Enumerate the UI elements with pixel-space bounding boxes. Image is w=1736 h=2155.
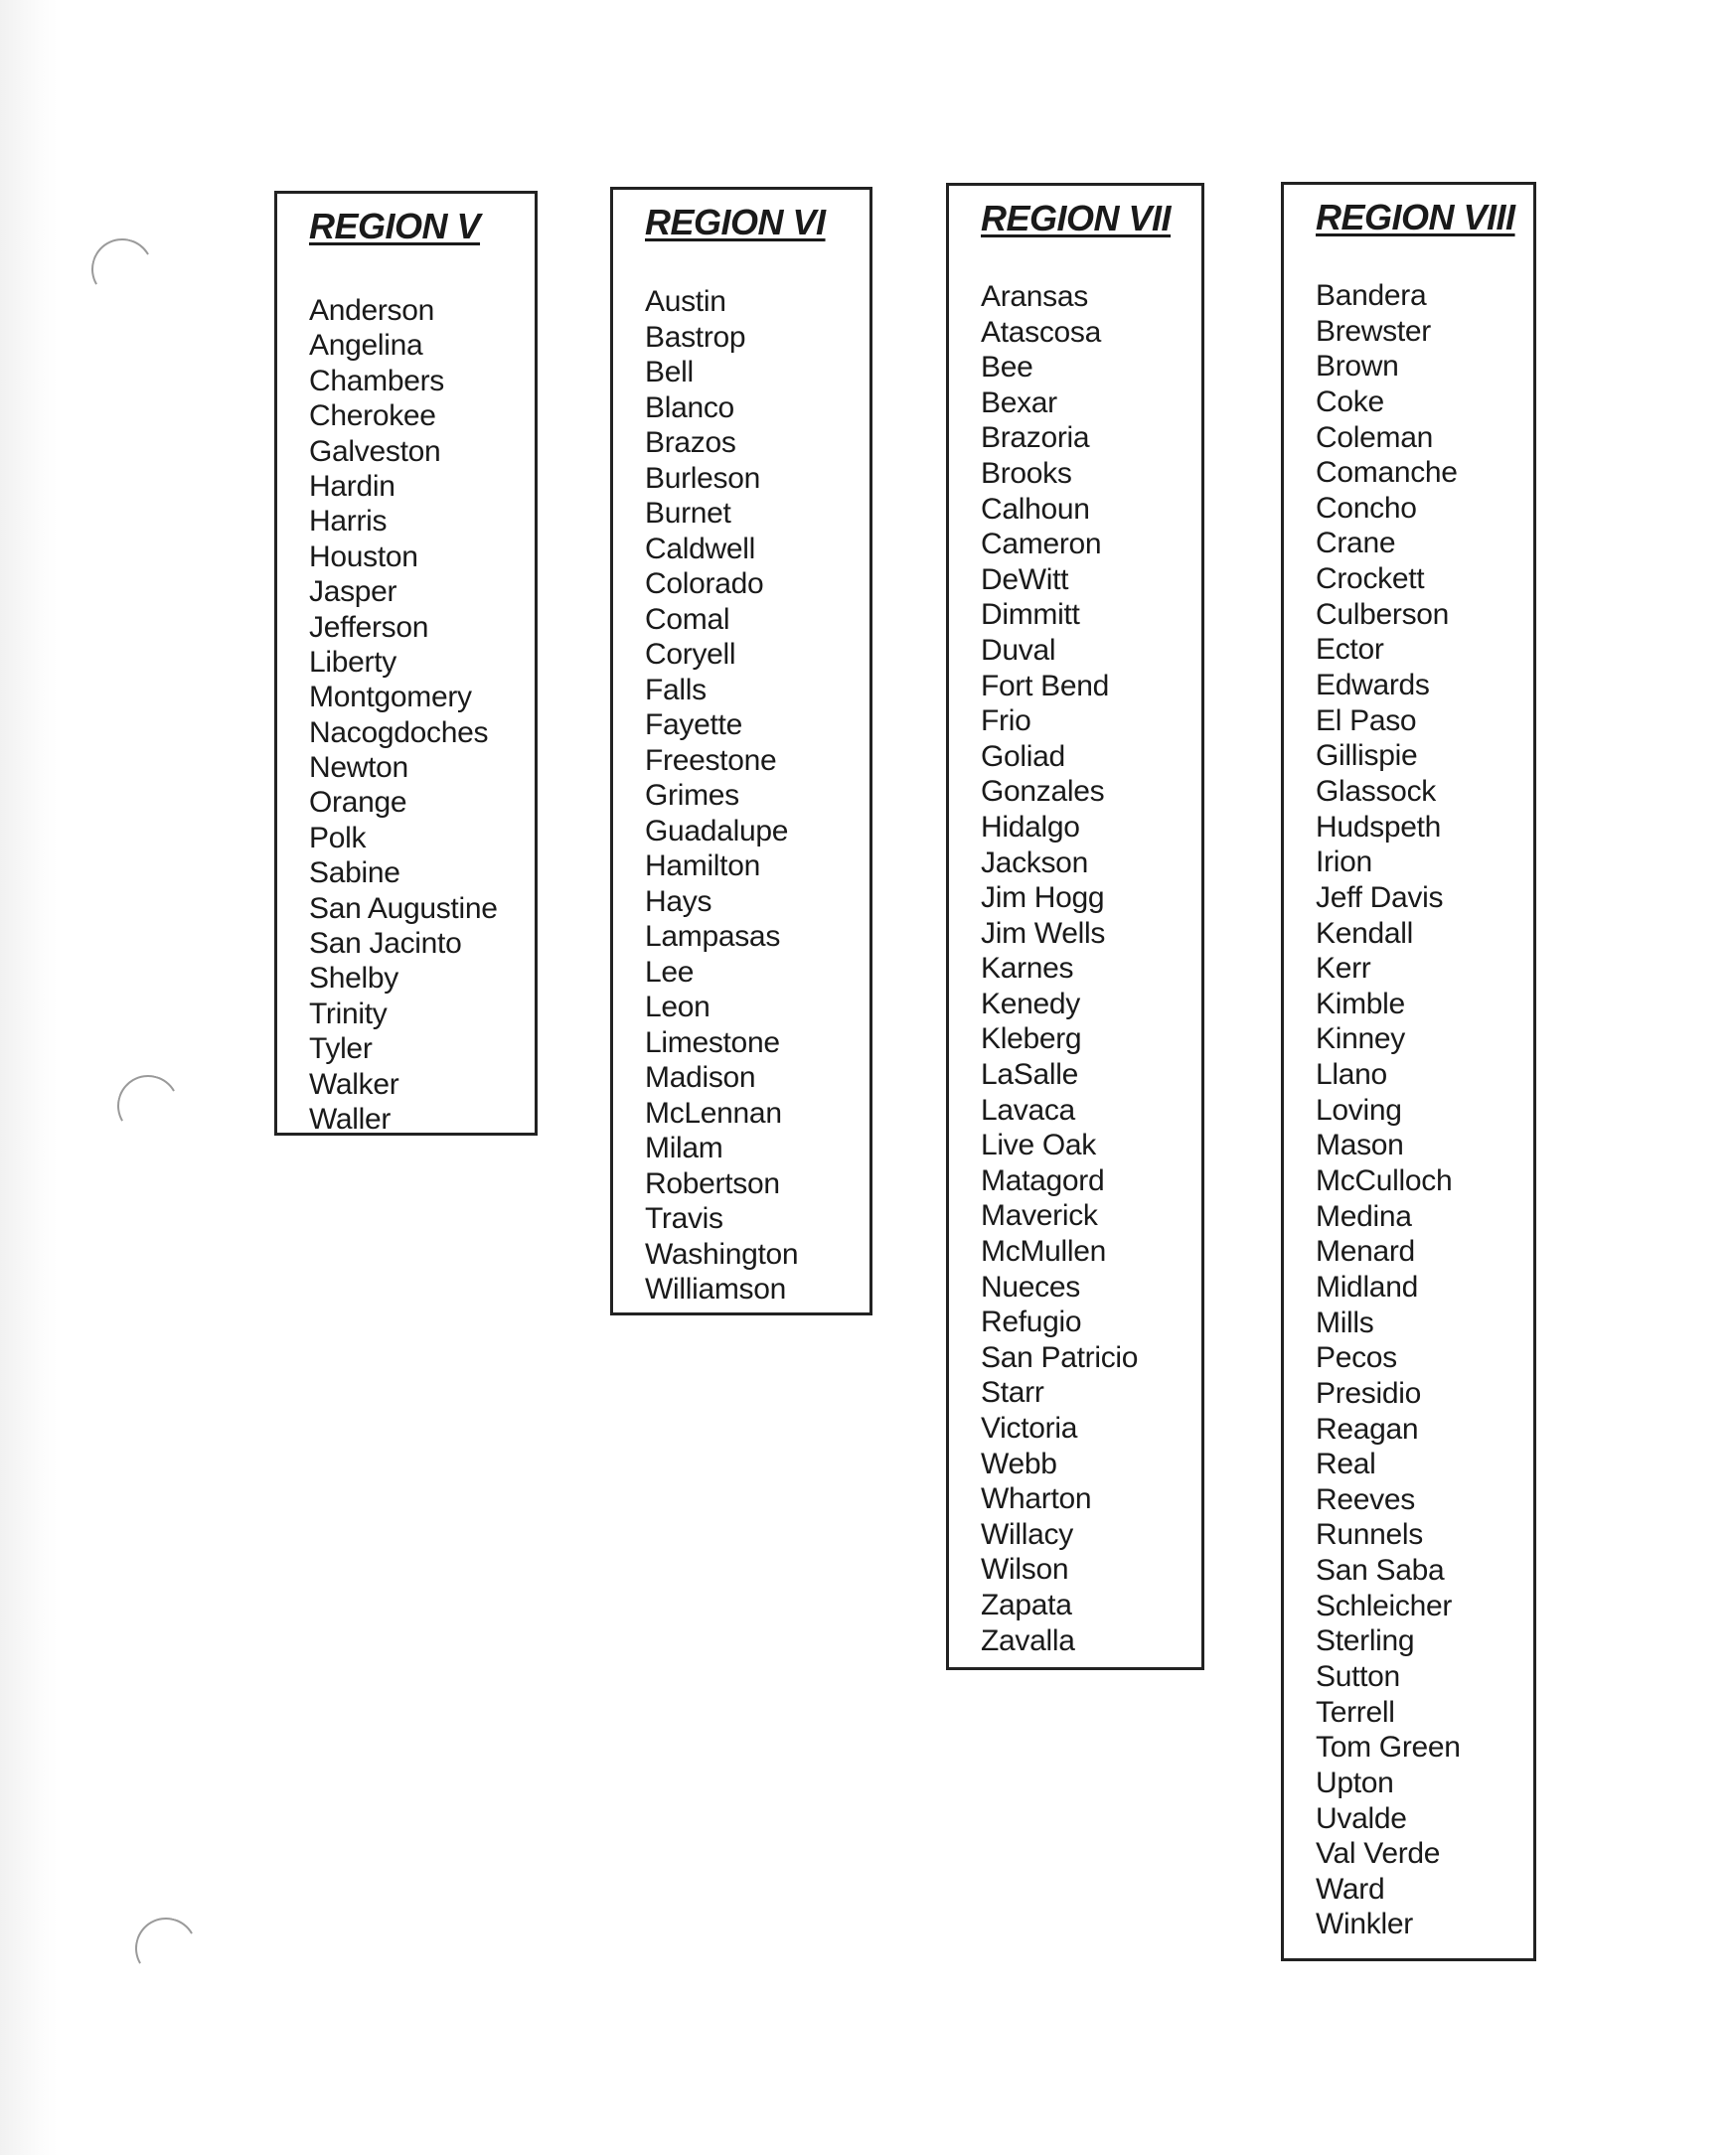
county-item: Atascosa [981,315,1101,349]
county-item: Matagord [981,1163,1105,1197]
county-item: Chambers [309,364,444,397]
county-item: Bastrop [645,320,746,354]
county-item: Winkler [1316,1908,1413,1941]
county-item: Edwards [1316,669,1430,702]
punch-hole [84,231,160,307]
county-item: Willacy [981,1517,1073,1551]
county-item: Galveston [309,434,441,468]
county-item: Coke [1316,385,1384,418]
county-item: DeWitt [981,562,1069,596]
county-item: Orange [309,786,407,820]
county-item: Concho [1316,491,1417,525]
county-item: Harris [309,505,388,539]
county-item: Newton [309,751,408,785]
county-item: Hays [645,884,712,918]
county-item: Calhoun [981,492,1090,526]
county-item: Goliad [981,739,1065,773]
county-item: El Paso [1316,703,1417,737]
county-item: Upton [1316,1766,1394,1799]
county-item: Refugio [981,1306,1082,1339]
county-item: Frio [981,704,1031,738]
county-item: Houston [309,539,418,573]
county-item: Pecos [1316,1341,1397,1375]
county-item: McCulloch [1316,1164,1453,1198]
region-title: REGION VII [981,198,1172,238]
county-item: Angelina [309,329,423,363]
county-item: Victoria [981,1412,1078,1445]
county-item: Hidalgo [981,810,1080,844]
county-item: Bexar [981,385,1057,419]
county-list [309,296,498,1140]
county-item: Zavalla [981,1623,1075,1657]
county-item: Lampasas [645,920,781,953]
county-item: San Augustine [309,891,498,925]
county-item: Hudspeth [1316,810,1442,844]
county-item: LaSalle [981,1058,1078,1092]
region-viii-box [1281,182,1536,1961]
county-item: Coryell [645,638,736,671]
county-item: Gonzales [981,775,1105,809]
county-item: Culberson [1316,597,1450,631]
county-item: Bandera [1316,279,1427,312]
county-item: Fort Bend [981,669,1110,702]
region-title: REGION VIII [1316,197,1515,237]
county-item: Falls [645,673,707,706]
county-item: Maverick [981,1199,1098,1233]
county-item: Reeves [1316,1482,1415,1516]
county-list [981,282,1138,1661]
county-item: Blanco [645,390,734,424]
county-item: Jim Hogg [981,881,1105,915]
county-item: Lavaca [981,1093,1075,1127]
county-item: Shelby [309,962,398,996]
region-v-box [274,191,538,1136]
county-item: Uvalde [1316,1801,1407,1835]
county-item: Terrell [1316,1695,1395,1729]
county-item: Jeff Davis [1316,880,1444,914]
county-item: Brooks [981,456,1072,490]
county-item: Polk [309,821,367,854]
county-item: Fayette [645,708,742,741]
county-item: Jasper [309,575,397,609]
county-item: Anderson [309,294,435,327]
county-list [645,287,798,1310]
county-item: Irion [1316,846,1372,879]
county-item: Mills [1316,1306,1374,1339]
county-item: Kerr [1316,952,1371,986]
county-item: Travis [645,1202,723,1235]
county-item: Presidio [1316,1376,1421,1410]
county-item: Kleberg [981,1022,1082,1056]
region-title: REGION V [309,206,481,246]
county-item: Kendall [1316,916,1413,950]
county-item: Robertson [645,1166,780,1200]
county-item: Liberty [309,645,396,679]
county-item: Zapata [981,1588,1072,1621]
county-item: Ward [1316,1872,1385,1906]
county-item: Hamilton [645,849,760,882]
county-item: Jefferson [309,610,429,644]
county-item: Starr [981,1376,1044,1410]
page-edge-shadow [0,0,58,2155]
county-item: Wharton [981,1482,1092,1516]
county-item: McMullen [981,1235,1106,1269]
county-item: Burleson [645,461,761,495]
county-item: Bell [645,356,694,388]
region-title: REGION VI [645,202,826,242]
county-item: Aransas [981,280,1088,313]
county-item: Jackson [981,846,1088,879]
county-item: Sabine [309,856,400,890]
county-item: Bee [981,351,1033,385]
county-item: Brazos [645,426,736,459]
county-item: Menard [1316,1235,1415,1269]
county-item: Freestone [645,743,777,777]
county-item: Webb [981,1447,1057,1480]
county-item: Leon [645,991,710,1023]
county-item: Brewster [1316,314,1431,348]
county-item: Brown [1316,350,1399,384]
county-item: Sterling [1316,1624,1415,1658]
county-item: Montgomery [309,681,472,714]
punch-hole [128,1911,204,1986]
county-item: Midland [1316,1270,1418,1304]
county-item: Glassock [1316,774,1436,808]
county-item: Coleman [1316,420,1433,454]
county-item: Hardin [309,469,395,503]
county-item: San Saba [1316,1554,1445,1588]
region-vii-box [946,183,1204,1670]
county-item: Comal [645,602,730,636]
county-item: Austin [645,285,726,318]
county-item: Guadalupe [645,814,789,847]
county-item: Val Verde [1316,1837,1441,1871]
county-item: Ector [1316,633,1384,667]
county-item: Mason [1316,1129,1404,1162]
county-item: Llano [1316,1058,1387,1092]
county-item: Loving [1316,1093,1402,1127]
county-item: Schleicher [1316,1589,1453,1622]
county-item: Sutton [1316,1659,1400,1693]
county-item: Nacogdoches [309,715,489,749]
county-item: Lee [645,955,695,989]
county-item: Colorado [645,567,764,600]
county-item: Kenedy [981,987,1080,1020]
county-item: Kimble [1316,987,1405,1020]
county-item: McLennan [645,1096,782,1130]
punch-hole [110,1068,186,1144]
county-item: Jim Wells [981,916,1106,950]
county-list [1316,281,1461,1945]
county-item: Nueces [981,1270,1080,1304]
county-item: Duval [981,633,1056,667]
county-item: Tom Green [1316,1731,1461,1765]
county-item: Comanche [1316,456,1458,490]
county-item: San Jacinto [309,927,462,961]
county-item: Madison [645,1061,756,1094]
county-item: Reagan [1316,1412,1419,1446]
county-item: Live Oak [981,1129,1096,1162]
county-item: Williamson [645,1273,787,1306]
county-item: Kinney [1316,1022,1405,1056]
county-item: Milam [645,1132,723,1164]
county-item: Tyler [309,1032,373,1066]
county-item: Trinity [309,997,388,1030]
county-item: San Patricio [981,1340,1139,1374]
region-vi-box [610,187,872,1315]
county-item: Crockett [1316,562,1425,596]
county-item: Limestone [645,1025,780,1059]
county-item: Brazoria [981,421,1090,455]
county-item: Cameron [981,528,1102,561]
county-item: Wilson [981,1553,1069,1587]
county-item: Washington [645,1237,799,1271]
county-item: Karnes [981,952,1074,986]
county-item: Medina [1316,1199,1412,1233]
county-item: Walker [309,1067,399,1101]
county-item: Crane [1316,527,1396,560]
county-item: Grimes [645,779,739,812]
county-item: Waller [309,1102,392,1136]
county-item: Caldwell [645,532,755,565]
county-item: Real [1316,1448,1376,1481]
county-item: Dimmitt [981,598,1080,632]
county-item: Burnet [645,497,731,530]
county-item: Gillispie [1316,739,1418,773]
county-item: Cherokee [309,399,436,433]
county-item: Runnels [1316,1518,1423,1552]
